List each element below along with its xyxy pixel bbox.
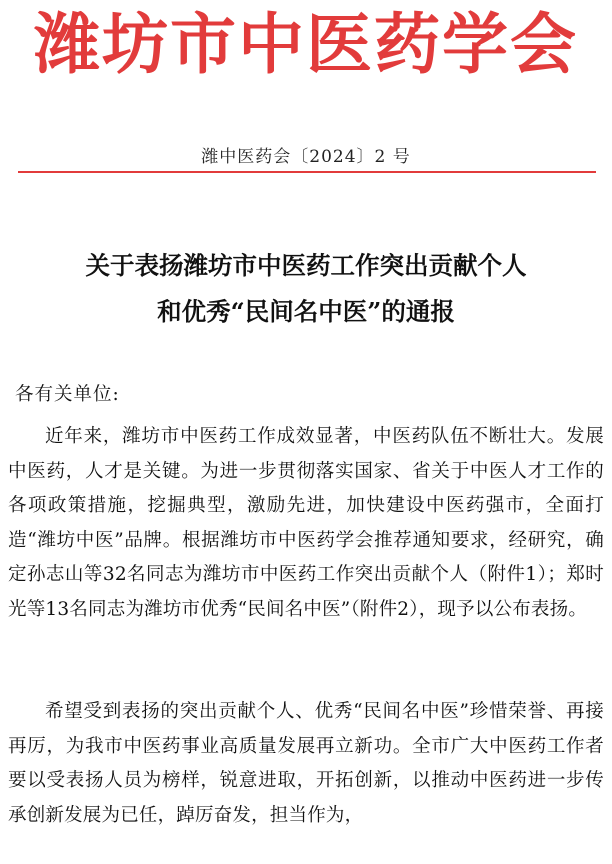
salutation: 各有关单位: xyxy=(15,384,120,405)
letterhead-divider xyxy=(18,171,596,173)
org-letterhead-title: 潍坊市中医药学会 xyxy=(34,6,578,83)
document-number: 潍中医药会〔2024〕2 号 xyxy=(201,147,411,167)
body-paragraph-2: 希望受到表扬的突出贡献个人、优秀“民间名中医”珍惜荣誉、再接再厉，为我市中医药事业高质量发展再立新功。全市广大中医药工作者要以受表扬人员为榜样，锐意进取，开拓创新，以推动中医药进一步传承创新发展为已任，踔厉奋发，担当作为， xyxy=(8,701,604,826)
body-paragraph-1: 近年来，潍坊市中医药工作成效显著，中医药队伍不断壮大。发展中医药，人才是关键。为进一步贯彻落实国家、省关于中医人才工作的各项政策措施，挖掘典型，激励先进，加快建设中医药强市，全面打造“潍坊中医”品牌。根据潍坊市中医药学会推荐通知要求，经研究，确定孙志山等32名同志为潍坊市中医药工作突出贡献个人（附件1）；郑时光等13名同志为潍坊市优秀“民间名中医”（附件2），现予以公布表扬。 xyxy=(8,426,604,620)
notice-title-line-2: 和优秀“民间名中医”的通报 xyxy=(157,297,455,326)
notice-title-line-1: 关于表扬潍坊市中医药工作突出贡献个人 xyxy=(85,251,527,280)
